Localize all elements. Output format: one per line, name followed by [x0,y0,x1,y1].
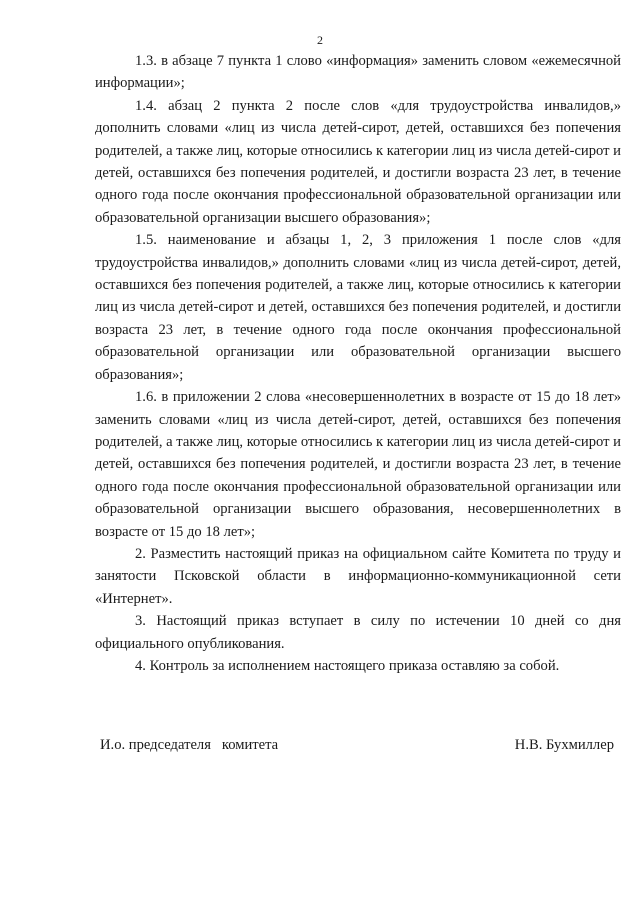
page-number: 2 [317,33,323,47]
paragraph-2: 2. Разместить настоящий приказ на официальном сайте Комитета по труду и занятости Псковской области в информационно-коммуникационной сети «Интернет». [95,545,621,607]
document-body [95,50,621,677]
paragraph-4: 4. Контроль за исполнением настоящего приказа оставляю за собой. [135,657,560,674]
paragraph-1-5: 1.5. наименование и абзацы 1, 2, 3 приложения 1 после слов «для трудоустройства инвалидов,» дополнить словами «лиц из числа детей-сирот, детей, оставшихся без попечения родителей, а также лиц, которые относились к категории лиц из числа детей-сирот и детей, оставшихся без попечения родителей, и достигли возраста 23 лет, в течение одного года после окончания профессиональной образовательной организации или образовательной организации высшего образования»; [95,232,621,383]
signatory-position: И.о. председателя комитета [100,737,279,753]
paragraph-1-3: 1.3. в абзаце 7 пункта 1 слово «информация» заменить словом «ежемесячной информации»; [95,53,621,92]
paragraph-1-6: 1.6. в приложении 2 слова «несовершеннолетних в возрасте от 15 до 18 лет» заменить словами «лиц из числа детей-сирот, детей, оставшихся без попечения родителей, а также лиц, которые относились к категории лиц из числа детей-сирот и детей, оставшихся без попечения родителей, и достигли возраста 23 лет, в течение одного года после окончания профессиональной образовательной организации или образовательной организации высшего образования, несовершеннолетних в возрасте от 15 до 18 лет»; [95,389,621,540]
signatory-name: Н.В. Бухмиллер [514,737,614,753]
paragraph-1-4: 1.4. абзац 2 пункта 2 после слов «для трудоустройства инвалидов,» дополнить словами «лиц из числа детей-сирот, детей, оставшихся без попечения родителей, а также лиц, которые относились к категории лиц из числа детей-сирот и детей, оставшихся без попечения родителей, и достигли возраста 23 лет, в течение одного года после окончания профессиональной образовательной организации или образовательной организации высшего образования»; [95,97,621,226]
paragraph-3: 3. Настоящий приказ вступает в силу по истечении 10 дней со дня официального опубликования. [95,613,621,652]
